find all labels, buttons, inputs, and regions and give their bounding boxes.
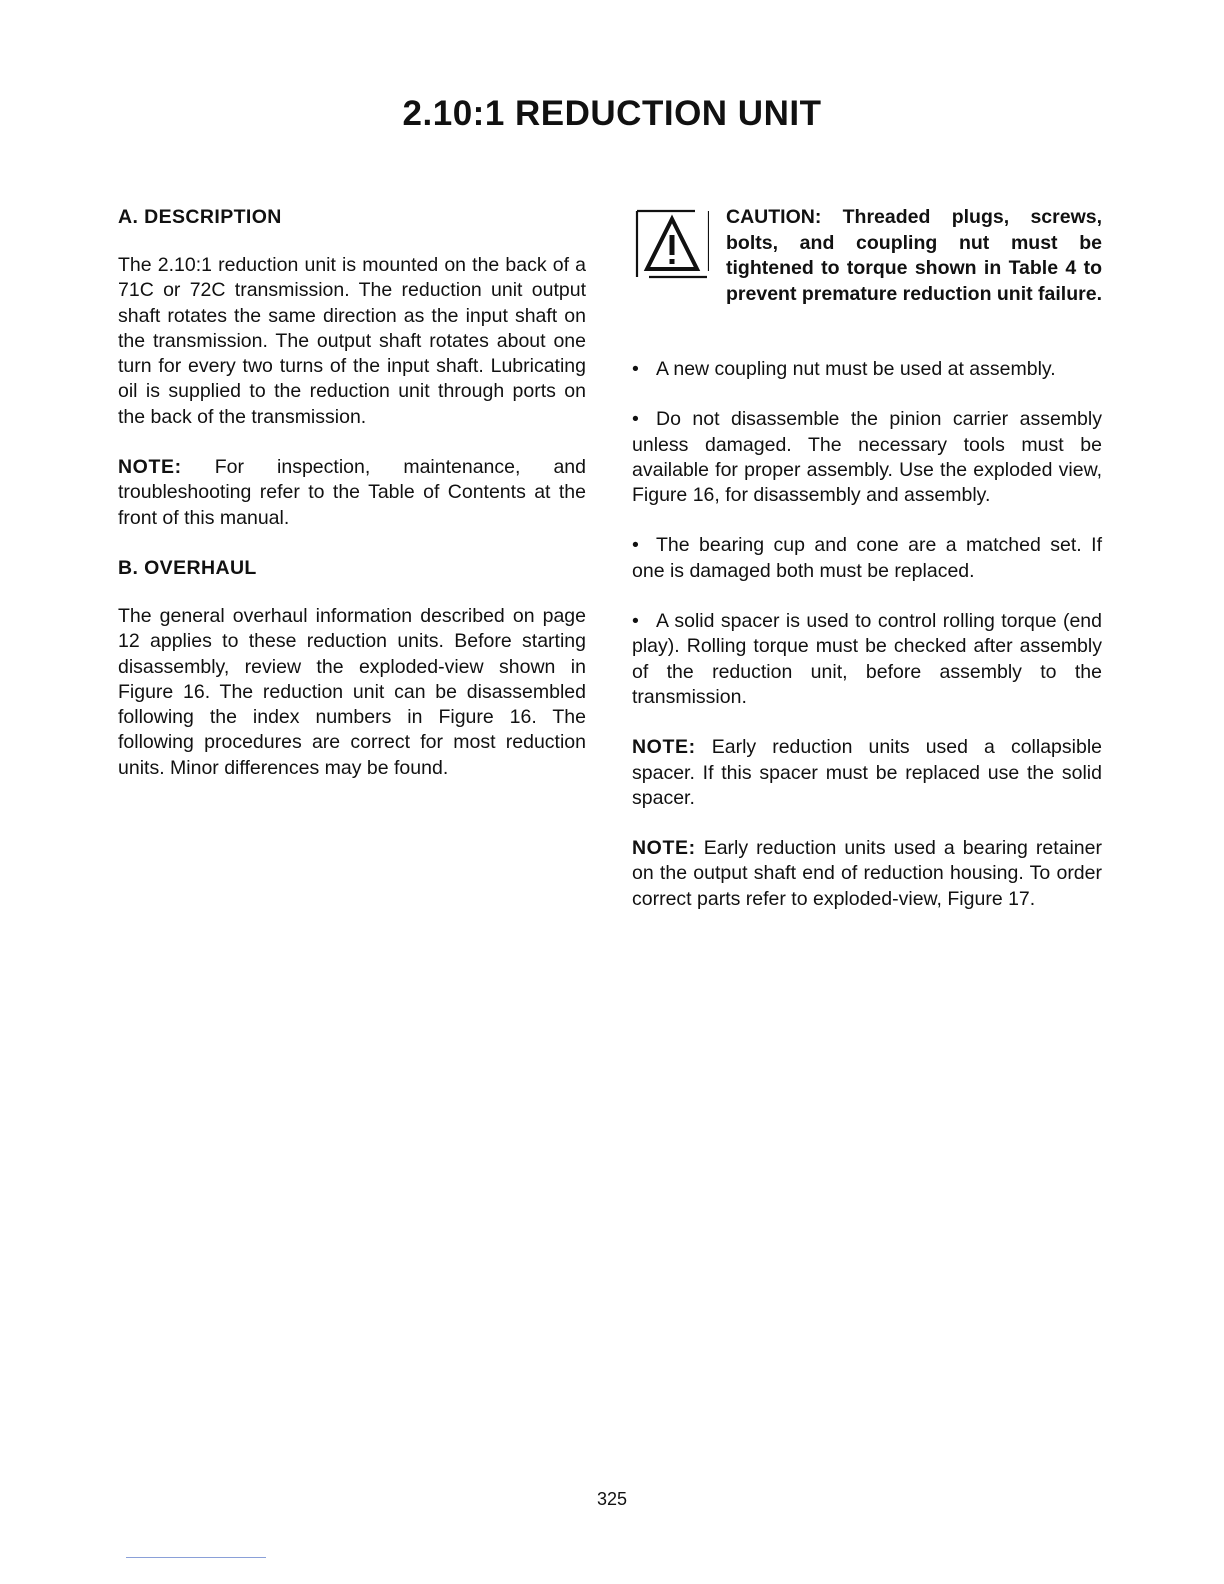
scan-artifact-line [126, 1557, 266, 1558]
page-title: 2.10:1 REDUCTION UNIT [402, 94, 822, 133]
bullet-item [632, 533, 1102, 584]
bearing-retainer-note [632, 836, 1102, 912]
bullet-item [632, 407, 1102, 508]
collapsible-spacer-note [632, 735, 1102, 811]
caution-block [632, 205, 1102, 335]
note-label: NOTE: [118, 456, 182, 479]
bullet-text: A new coupling nut must be used at assembly. [656, 358, 1056, 380]
overhaul-heading: B. OVERHAUL [118, 556, 257, 579]
note-text: Early reduction units used a collapsible spacer. If this spacer must be replaced use the solid spacer. [632, 736, 1102, 809]
bullet-item [632, 609, 1102, 710]
bullet-icon: • [632, 408, 639, 431]
bullet-item [632, 357, 1102, 382]
warning-triangle-icon [635, 209, 709, 279]
page-number: 325 [596, 1489, 628, 1509]
bullet-icon: • [632, 358, 639, 380]
caution-text: CAUTION: Threaded plugs, screws, bolts, and coupling nut must be tightened to torque shown in Table 4 to prevent premature reduction unit failure. [726, 206, 1102, 305]
left-column [118, 205, 586, 806]
note-label: NOTE: [632, 736, 696, 759]
right-column [632, 205, 1102, 937]
bullet-text: Do not disassemble the pinion carrier assembly unless damaged. The necessary tools must be available for proper assembly. Use the exploded view, Figure 16, for disassembly and assembly. [632, 408, 1102, 507]
bullet-text: A solid spacer is used to control rolling torque (end play). Rolling torque must be checked after assembly of the reduction unit, before assembly to the transmission. [632, 610, 1102, 708]
note-text: Early reduction units used a bearing retainer on the output shaft end of reduction housing. To order correct parts refer to exploded-view, Figure 17. [632, 837, 1102, 910]
note-label: NOTE: [632, 837, 696, 860]
bullet-text: The bearing cup and cone are a matched set. If one is damaged both must be replaced. [632, 534, 1102, 582]
description-heading: A. DESCRIPTION [118, 206, 282, 228]
description-note [118, 455, 586, 531]
bullet-icon: • [632, 610, 639, 633]
note-text: For inspection, maintenance, and troubleshooting refer to the Table of Contents at the front of this manual. [118, 456, 586, 529]
bullet-icon: • [632, 534, 639, 557]
description-paragraph: The 2.10:1 reduction unit is mounted on the back of a 71C or 72C transmission. The reduction unit output shaft rotates the same direction as the input shaft on the transmission. The output shaft rotates about one turn for every two turns of the input shaft. Lubricating oil is supplied to the reduction unit through ports on the back of the transmission. [118, 254, 586, 428]
overhaul-paragraph: The general overhaul information described on page 12 applies to these reduction units. Before starting disassembly, review the exploded-view shown in Figure 16. The reduction unit can be disassembled following the index numbers in Figure 16. The following procedures are correct for most reduction units. Minor differences may be found. [118, 604, 586, 779]
